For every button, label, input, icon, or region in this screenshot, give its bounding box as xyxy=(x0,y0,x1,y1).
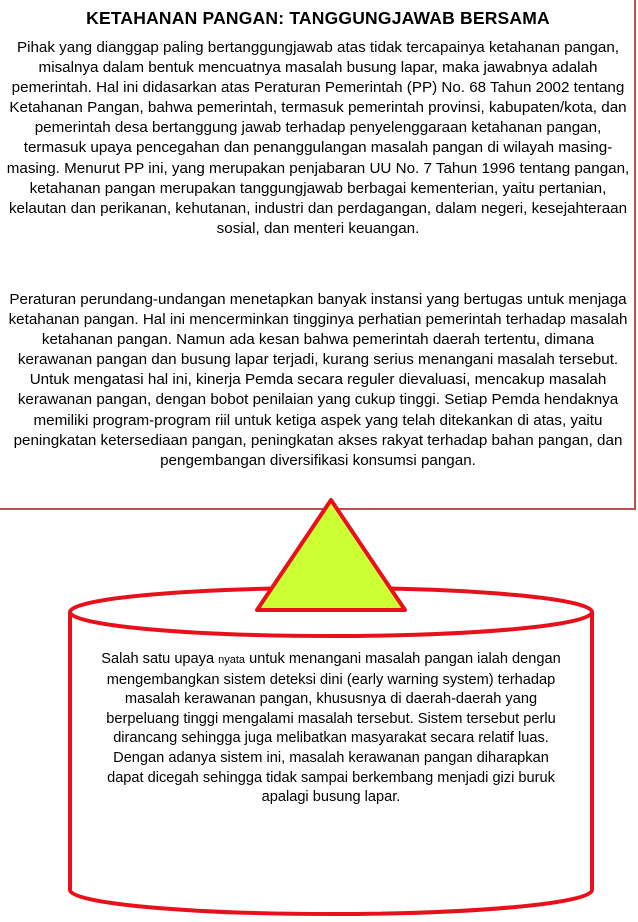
cylinder-text-end: untuk menangani masalah pangan ialah dengan mengembangkan sistem deteksi dini (early warning system) terhadap masalah kerawanan pangan, khususnya di daerah-daerah yang berpeluang tinggi mengalami masalah tersebut. Sistem tersebut perlu dirancang sehingga juga melibatkan masyarakat secara relatif luas. Dengan adanya sistem ini, masalah kerawanan pangan diharapkan dapat dicegah sehingga tidak sampai berkembang menjadi gizi buruk apalagi busung lapar. xyxy=(106,651,561,806)
paragraph-2: Peraturan perundang-undangan menetapkan banyak instansi yang bertugas untuk menjaga ketahanan pangan. Hal ini mencerminkan tingginya perhatian pemerintah terhadap masalah ketahanan pangan. Namun ada kesan bahwa pemerintah daerah tertentu, dimana kerawanan pangan dan busung lapar terjadi, kurang serius menangani masalah tersebut. Untuk mengatasi hal ini, kinerja Pemda secara reguler dievaluasi, mencakup masalah kerawanan pangan, dengan bobot penilaian yang cukup tinggi. Setiap Pemda hendaknya memiliki program-program riil untuk ketiga aspek yang telah ditekankan di atas, yaitu peningkatan ketersediaan pangan, peningkatan akses rakyat terhadap bahan pangan, dan pengembangan diversifikasi konsumsi pangan. xyxy=(8,291,628,469)
paragraph-1: Pihak yang dianggap paling bertanggungjawab atas tidak tercapainya ketahanan pangan, misalnya dalam bentuk mencuatnya masalah busung lapar, maka jawabnya adalah pemerintah. Hal ini didasarkan atas Peraturan Pemerintah (PP) No. 68 Tahun 2002 tentang Ketahanan Pangan, bahwa pemerintah, termasuk pemerintah provinsi, kabupaten/kota, dan pemerintah desa bertanggung jawab terhadap penyelenggaraan ketahanan pangan, termasuk upaya pencegahan dan penanggulangan masalah pangan di wilayah masing-masing. Menurut PP ini, yang merupakan penjabaran UU No. 7 Tahun 1996 tentang pangan, ketahanan pangan merupakan tanggungjawab berbagai kementerian, yaitu pertanian, kelautan dan perikanan, kehutanan, industri dan perdagangan, dalam negeri, kesejahteraan sosial, dan menteri keuangan. xyxy=(6,39,630,237)
cylinder-text-small-word: nyata xyxy=(218,654,246,666)
cylinder-text xyxy=(94,650,568,808)
triangle-shape xyxy=(257,500,405,610)
document-title: KETAHANAN PANGAN: TANGGUNGJAWAB BERSAMA xyxy=(86,8,550,28)
cylinder-text-start: Salah satu upaya xyxy=(101,651,219,667)
